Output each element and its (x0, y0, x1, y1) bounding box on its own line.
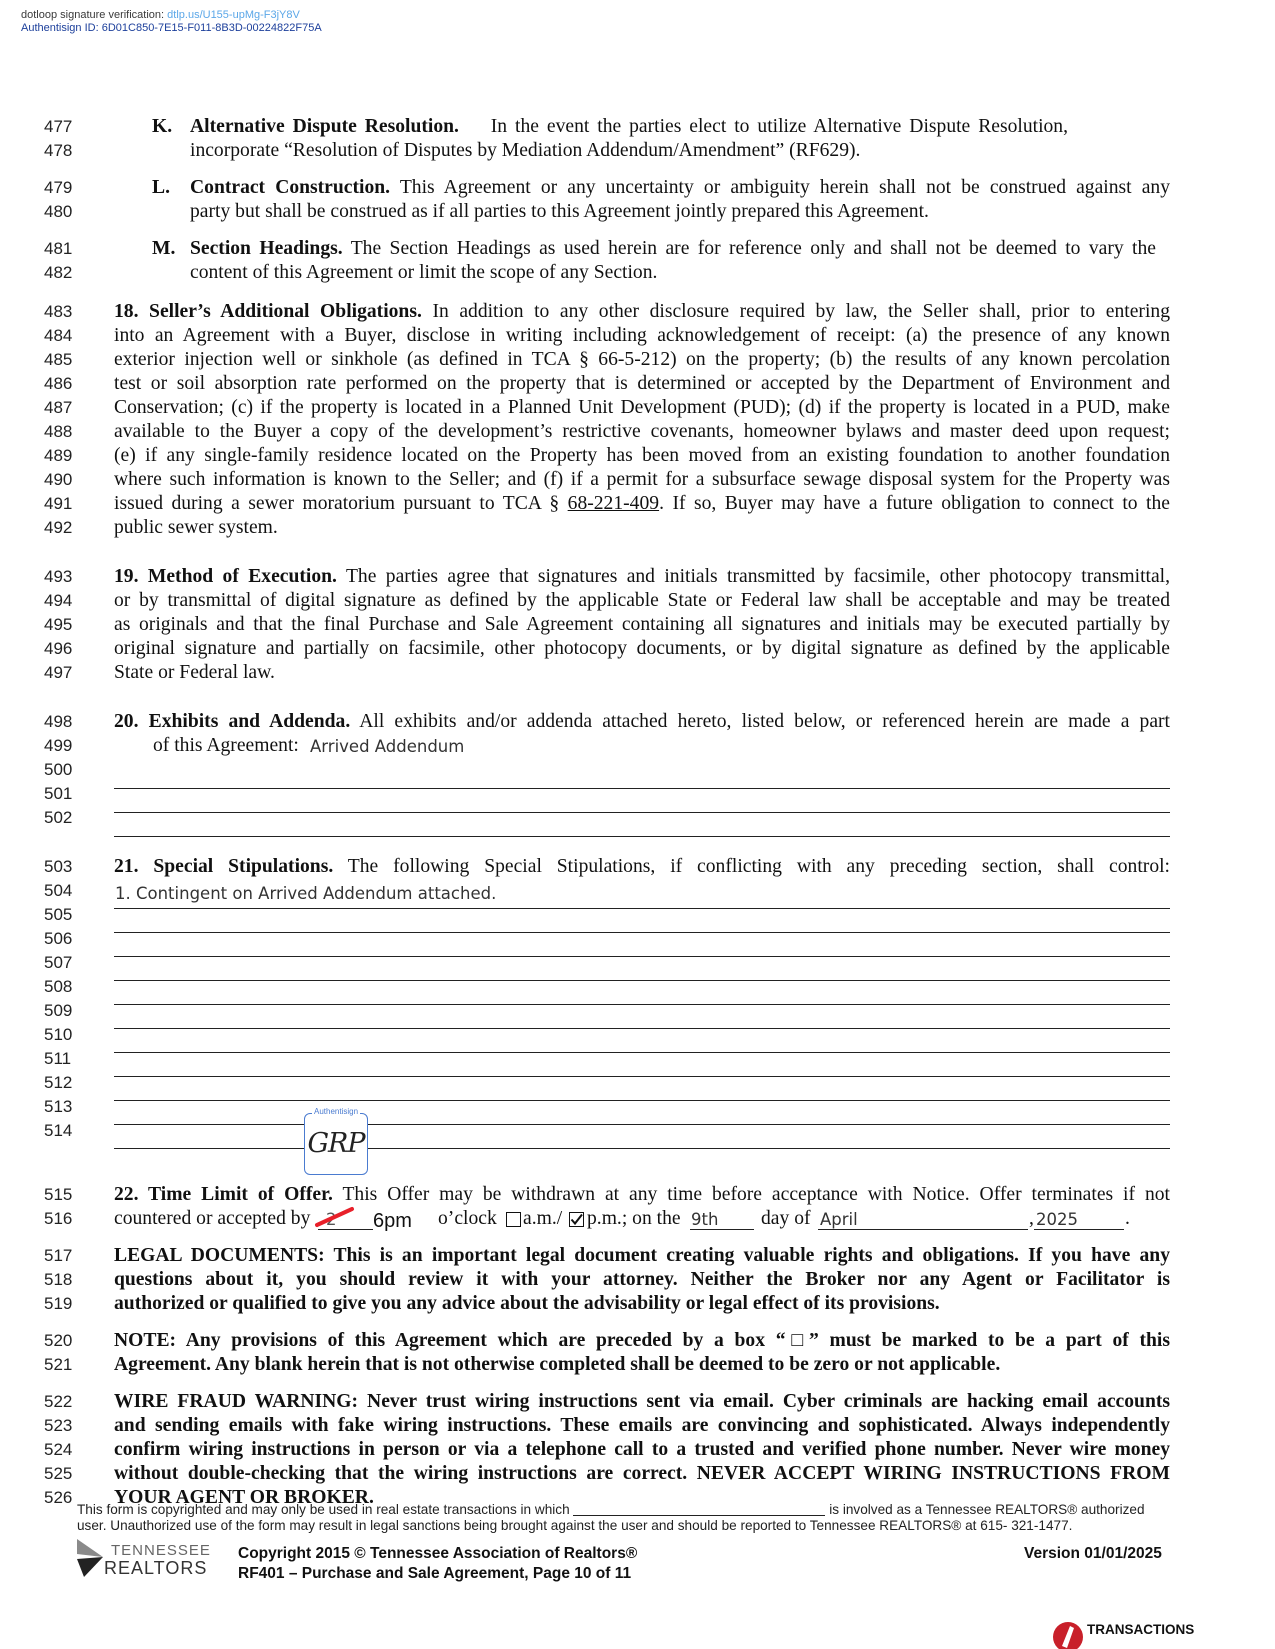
year-field[interactable]: 2025 (1036, 1210, 1078, 1229)
stipulation-line (114, 1052, 1170, 1053)
section-18-line-1 (114, 300, 1170, 324)
line-number: 505 (44, 905, 73, 924)
line-number: 477 (44, 117, 73, 136)
wire-line-3: confirm wiring instructions in person or via a telephone call to a trusted and verified phone number. Never wire money (114, 1439, 1170, 1460)
authentisign-id: Authentisign ID: 6D01C850-7E15-F011-8B3D-00224822F75A (21, 22, 322, 34)
note-line-1: NOTE: Any provisions of this Agreement which are preceded by a box “□” must be marked to be a part of this (114, 1330, 1170, 1351)
day-field[interactable]: 9th (691, 1210, 719, 1229)
verification-label: dotloop signature verification: (21, 9, 165, 21)
section-19-line-4: original signature and partially on facsimile, other photocopy documents, or by digital signature as defined by the applicable (114, 638, 1170, 659)
line-number: 516 (44, 1209, 73, 1228)
line-number: 508 (44, 977, 73, 996)
am-label: a.m./ (523, 1208, 563, 1229)
oclock-label: o’clock (438, 1208, 497, 1229)
stipulation-line (114, 1076, 1170, 1077)
initials-badge-label: Authentisign (313, 1107, 359, 1116)
legal-line-2: questions about it, you should review it with your attorney. Neither the Broker nor any Agent or Facilitator is (114, 1269, 1170, 1290)
verification-link[interactable]: dtlp.us/U155-upMg-F3jY8V (167, 9, 300, 21)
copyright-line: Copyright 2015 © Tennessee Association of Realtors® (238, 1545, 638, 1562)
line-number: 496 (44, 639, 73, 658)
month-field-line (818, 1229, 1028, 1230)
line-number: 488 (44, 422, 73, 441)
section-19-line-3: as originals and that the final Purchase and Sale Agreement containing all signatures and initials may be executed partially by (114, 614, 1170, 635)
section-18-line-9-end: . If so, Buyer may have a future obligation to connect to the (659, 493, 1170, 514)
line-number: 511 (44, 1049, 72, 1068)
logo-tennessee: TENNESSEE (111, 1542, 211, 1559)
copyright-notice-start: This form is copyrighted and may only be used in real estate transactions in which (77, 1502, 570, 1517)
section-k-letter: K. (152, 116, 173, 137)
section-20-line-2: of this Agreement: (153, 735, 299, 756)
line-number: 486 (44, 374, 73, 393)
section-18-line-8: where such information is known to the Seller; and (f) if a permit for a subsurface sewage disposal system for the Property was (114, 469, 1170, 490)
note-line-2: Agreement. Any blank herein that is not otherwise completed shall be deemed to be zero or not applicable. (114, 1354, 1001, 1375)
line-number: 482 (44, 263, 73, 282)
line-number: 487 (44, 398, 73, 417)
section-m-heading: Section Headings. (190, 238, 343, 259)
line-number: 513 (44, 1097, 73, 1116)
tennessee-realtors-logo-icon (74, 1537, 106, 1579)
section-18-line-10: public sewer system. (114, 517, 278, 538)
section-19-heading: 19. Method of Execution. (114, 566, 337, 587)
initials-signature: GRP (307, 1128, 365, 1159)
section-22-line-2-start: countered or accepted by (114, 1208, 311, 1229)
exhibits-field[interactable]: Arrived Addendum (310, 737, 465, 756)
transactions-logo-icon (1051, 1620, 1085, 1649)
transactions-logo-label: TRANSACTIONS (1087, 1622, 1195, 1637)
checkmark-icon (570, 1213, 583, 1226)
section-18-line-4: test or soil absorption rate performed on the property that is determined or accepted by the Department of Environment and (114, 373, 1170, 394)
section-18-line-7: (e) if any single-family residence located on the Property has been moved from an existing foundation to another foundation (114, 445, 1170, 466)
section-18-text: In addition to any other disclosure required by law, the Seller shall, prior to entering (432, 301, 1170, 322)
section-18-line-3: exterior injection well or sinkhole (as defined in TCA § 66-5-212) on the property; (b) the results of any known percolation (114, 349, 1170, 370)
line-number: 499 (44, 736, 73, 755)
section-19-line-1 (114, 565, 1170, 589)
line-number: 512 (44, 1073, 73, 1092)
strike-mark (314, 1205, 356, 1229)
stipulation-line (114, 956, 1170, 957)
line-number: 507 (44, 953, 73, 972)
line-number: 521 (44, 1355, 73, 1374)
date-comma: , (1029, 1208, 1034, 1229)
line-number: 498 (44, 712, 73, 731)
line-number: 525 (44, 1464, 73, 1483)
line-number: 484 (44, 326, 73, 345)
line-number: 500 (44, 760, 73, 779)
section-m-line-1 (190, 237, 1156, 261)
stipulations-field[interactable]: 1. Contingent on Arrived Addendum attached. (115, 884, 497, 903)
day-field-line (690, 1229, 754, 1230)
line-number: 506 (44, 929, 73, 948)
stipulation-line (114, 1028, 1170, 1029)
section-18-line-9-start: issued during a sewer moratorium pursuant to TCA § (114, 493, 560, 514)
exhibits-blank-line (114, 812, 1170, 813)
section-m-line-2: content of this Agreement or limit the scope of any Section. (190, 262, 658, 283)
stipulation-line (114, 1004, 1170, 1005)
line-number: 480 (44, 202, 73, 221)
legal-line-1: LEGAL DOCUMENTS: This is an important legal document creating valuable rights and obligations. If you have any (114, 1245, 1170, 1266)
section-l-line-1 (190, 176, 1170, 200)
form-title: RF401 – Purchase and Sale Agreement, Page 10 of 11 (238, 1565, 632, 1582)
stipulation-line (114, 1124, 1170, 1125)
section-18-line-9 (114, 492, 1170, 516)
line-number: 517 (44, 1246, 73, 1265)
line-number: 520 (44, 1331, 73, 1350)
section-m-text: The Section Headings as used herein are for reference only and shall not be deemed to vary the (350, 238, 1156, 259)
section-21-heading: 21. Special Stipulations. (114, 856, 334, 877)
line-number: 502 (44, 808, 73, 827)
section-20-text: All exhibits and/or addenda attached hereto, listed below, or referenced herein are made a part (359, 711, 1170, 732)
time-field[interactable]: 6pm (373, 1210, 412, 1232)
copyright-notice-line-2: user. Unauthorized use of the form may result in legal sanctions being brought against the user and should be reported to Tennessee REALTORS® at 615- 321-1477. (77, 1518, 1073, 1533)
year-field-line (1034, 1229, 1124, 1230)
section-18-line-2: into an Agreement with a Buyer, disclose in writing including acknowledgement of receipt: (a) the presence of any known (114, 325, 1170, 346)
stipulation-line (114, 1148, 1170, 1149)
line-number: 523 (44, 1416, 73, 1435)
wire-line-1: WIRE FRAUD WARNING: Never trust wiring instructions sent via email. Cyber criminals are hacking email accounts (114, 1391, 1170, 1412)
section-22-heading: 22. Time Limit of Offer. (114, 1184, 333, 1205)
signature-verification-line (21, 9, 300, 22)
stipulation-line (114, 908, 1170, 909)
section-l-text: This Agreement or any uncertainty or ambiguity herein shall not be construed against any (399, 177, 1171, 198)
section-k-line-1 (190, 115, 1068, 139)
section-k-text: In the event the parties elect to utilize Alternative Dispute Resolution, (490, 116, 1068, 137)
copyright-notice-line-1 (77, 1502, 1145, 1517)
pm-checkbox[interactable] (569, 1212, 584, 1227)
day-of-label: day of (761, 1208, 811, 1229)
line-number: 503 (44, 857, 73, 876)
section-m-letter: M. (152, 238, 176, 259)
wire-line-4: without double-checking that the wiring instructions are correct. NEVER ACCEPT WIRING INSTRUCTIONS FROM (114, 1463, 1170, 1484)
stipulation-line (114, 1100, 1170, 1101)
section-20-heading: 20. Exhibits and Addenda. (114, 711, 351, 732)
pm-label: p.m.; on the (587, 1208, 681, 1229)
line-number: 515 (44, 1185, 73, 1204)
line-number: 519 (44, 1294, 73, 1313)
line-number: 485 (44, 350, 73, 369)
wire-line-2: and sending emails with fake wiring instructions. These emails are convincing and sophisticated. Always independently (114, 1415, 1170, 1436)
line-number: 483 (44, 302, 73, 321)
line-number: 501 (44, 784, 73, 803)
line-number: 493 (44, 567, 73, 586)
line-number: 518 (44, 1270, 73, 1289)
line-number: 524 (44, 1440, 73, 1459)
section-20-line-1 (114, 710, 1170, 734)
section-19-line-5: State or Federal law. (114, 662, 275, 683)
section-21-text: The following Special Stipulations, if conflicting with any preceding section, shall control: (347, 856, 1170, 877)
line-number: 492 (44, 518, 73, 537)
section-21-line-1 (114, 855, 1170, 879)
section-18-heading: 18. Seller’s Additional Obligations. (114, 301, 422, 322)
line-number: 509 (44, 1001, 73, 1020)
section-k-line-2: incorporate “Resolution of Disputes by Mediation Addendum/Amendment” (RF629). (190, 140, 861, 161)
logo-realtors: REALTORS (104, 1558, 208, 1578)
stipulation-line (114, 980, 1170, 981)
line-number: 479 (44, 178, 73, 197)
form-version: Version 01/01/2025 (1024, 1545, 1162, 1562)
stipulation-line (114, 932, 1170, 933)
line-number: 504 (44, 881, 73, 900)
exhibits-blank-line (114, 836, 1170, 837)
copyright-notice-end: is involved as a Tennessee REALTORS® authorized (829, 1502, 1145, 1517)
exhibits-blank-line (114, 788, 1170, 789)
line-number: 490 (44, 470, 73, 489)
time-field-line (318, 1229, 373, 1230)
section-19-line-2: or by transmittal of digital signature as defined by the applicable State or Federal law shall be acceptable and may be treated (114, 590, 1170, 611)
section-22-line-1 (114, 1183, 1170, 1207)
line-number: 478 (44, 141, 73, 160)
month-field[interactable]: April (820, 1210, 858, 1229)
date-period: . (1125, 1208, 1130, 1229)
initials-badge[interactable] (304, 1107, 368, 1175)
line-number: 526 (44, 1488, 73, 1507)
section-l-line-2: party but shall be construed as if all parties to this Agreement jointly prepared this Agreement. (190, 201, 929, 222)
section-22-text: This Offer may be withdrawn at any time before acceptance with Notice. Offer terminates if not (342, 1184, 1170, 1205)
legal-line-3: authorized or qualified to give you any advice about the advisability or legal effect of its provisions. (114, 1293, 940, 1314)
statute-link[interactable]: 68-221-409 (567, 493, 660, 514)
line-number: 489 (44, 446, 73, 465)
section-l-letter: L. (152, 177, 170, 198)
am-checkbox[interactable] (506, 1212, 521, 1227)
struck-time-value: 2 (326, 1210, 337, 1229)
section-k-heading: Alternative Dispute Resolution. (190, 116, 459, 137)
section-18-line-6: available to the Buyer a copy of the development’s restrictive covenants, homeowner bylaws and master deed upon request; (114, 421, 1170, 442)
wire-line-5: YOUR AGENT OR BROKER. (114, 1487, 374, 1508)
line-number: 514 (44, 1121, 73, 1140)
section-l-heading: Contract Construction. (190, 177, 391, 198)
section-18-line-5: Conservation; (c) if the property is located in a Planned Unit Development (PUD); (d) if the property is located in a PUD, make (114, 397, 1170, 418)
line-number: 494 (44, 591, 73, 610)
licensee-blank (573, 1504, 825, 1516)
line-number: 495 (44, 615, 73, 634)
line-number: 522 (44, 1392, 73, 1411)
line-number: 491 (44, 494, 73, 513)
line-number: 497 (44, 663, 73, 682)
line-number: 510 (44, 1025, 73, 1044)
line-number: 481 (44, 239, 73, 258)
section-19-text: The parties agree that signatures and initials transmitted by facsimile, other photocopy transmittal, (345, 566, 1170, 587)
